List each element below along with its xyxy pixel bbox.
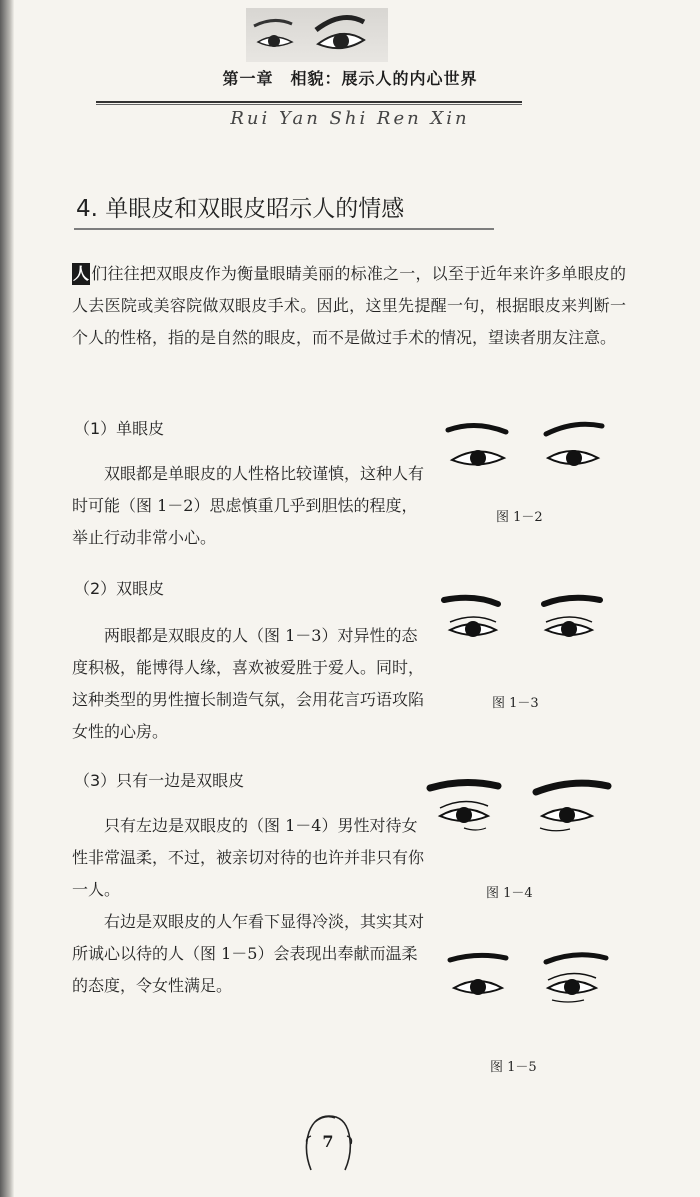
text-right-double: 右边是双眼皮的人乍看下显得冷淡，其实其对所诚心以待的人（图 1－5）会表现出奉献而温柔的态度，令女性满足。: [72, 912, 425, 995]
subhead-one-side-double: （3）只有一边是双眼皮: [74, 771, 245, 790]
text-single-eyelid: 双眼都是单眼皮的人性格比较谨慎，这种人有时可能（图 1－2）思虑慎重几乎到胆怯的程度，举止行动非常小心。: [72, 464, 425, 547]
header-rule: [96, 101, 522, 105]
intro-paragraph: [72, 258, 626, 354]
subhead-single-eyelid: （1）单眼皮: [74, 419, 165, 438]
text-double-eyelid: 两眼都是双眼皮的人（图 1－3）对异性的态度积极，能博得人缘，喜欢被爱胜于爱人。同时，这种类型的男性擅长制造气氛，会用花言巧语攻陷女性的心房。: [72, 626, 425, 741]
page-number: 7: [322, 1132, 334, 1151]
text-left-double: 只有左边是双眼皮的（图 1－4）男性对待女性非常温柔，不过，被亲切对待的也许并非只有你一人。: [72, 816, 425, 899]
header-subtitle: Rui Yan Shi Ren Xin: [230, 108, 470, 129]
page-spine-shadow: [0, 0, 14, 1197]
subhead-double-eyelid: （2）双眼皮: [74, 579, 165, 598]
header-eyes-image: [246, 8, 388, 62]
figure-1-5-label: 图 1－5: [490, 1060, 537, 1075]
section-title-underline: [74, 228, 494, 230]
figure-1-4-label: 图 1－4: [486, 886, 533, 901]
figure-1-5-eyes: [444, 948, 614, 1010]
chapter-title: 第一章 相貌：展示人的内心世界: [222, 69, 478, 88]
figure-1-3-eyes: [440, 592, 610, 658]
figure-1-4-eyes: [424, 776, 614, 840]
figure-1-2-eyes: [440, 418, 610, 488]
figure-1-3-label: 图 1－3: [492, 696, 539, 711]
section-title: 4. 单眼皮和双眼皮昭示人的情感: [76, 196, 405, 222]
page-number-badge: [301, 1110, 355, 1176]
figure-1-2-label: 图 1－2: [496, 510, 543, 525]
intro-text: 们往往把双眼皮作为衡量眼睛美丽的标准之一，以至于近年来许多单眼皮的人去医院或美容院做双眼皮手术。因此，这里先提醒一句，根据眼皮来判断一个人的性格，指的是自然的眼皮，而不是做过手术的情况，望读者朋友注意。: [72, 264, 626, 347]
drop-cap: 人: [73, 264, 90, 283]
